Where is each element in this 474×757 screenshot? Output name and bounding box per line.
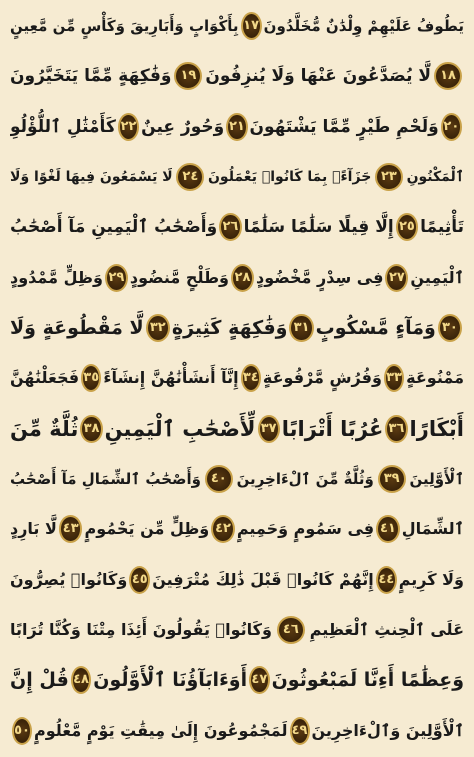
text-line bbox=[10, 105, 464, 149]
verse-text: يَطُوفُ عَلَيْهِمْ وِلْدَٰنٌ مُّخَلَّدُونَ bbox=[263, 17, 464, 35]
verse-text: جَزَآءًۢ بِمَا كَانُوا۟ يَعْمَلُونَ bbox=[207, 169, 372, 186]
verse-text: وَعِظَٰمًا أَءِنَّا لَمَبْعُوثُونَ bbox=[271, 669, 464, 692]
verse-number-marker: ١٨ bbox=[434, 62, 462, 90]
verse-number-marker: ١٩ bbox=[174, 62, 202, 90]
verse-text: إِنَّآ أَنشَأْنَٰهُنَّ إِنشَآءً bbox=[103, 368, 239, 388]
text-line bbox=[10, 4, 464, 48]
text-line bbox=[10, 457, 464, 501]
verse-text: ٱلشِّمَالِ bbox=[401, 519, 464, 539]
verse-text: وَطَلْحٍ مَّنضُودٍ bbox=[129, 267, 229, 287]
verse-text: وَظِلٍّ مَّمْدُودٍ bbox=[10, 267, 103, 287]
verse-text: فِى سِدْرٍ مَّخْضُودٍ bbox=[255, 267, 384, 287]
verse-text: عَلَى ٱلْحِنثِ ٱلْعَظِيمِ bbox=[309, 620, 464, 640]
verse-number-marker: ٢٥ bbox=[396, 213, 418, 241]
text-line bbox=[10, 709, 464, 753]
verse-text: لَّا بَارِدٍ bbox=[10, 519, 57, 539]
verse-text: عُرُبًا أَتْرَابًا bbox=[281, 416, 384, 441]
verse-number-marker: ٢٢ bbox=[118, 113, 139, 141]
verse-text: تَأْثِيمًا bbox=[420, 217, 464, 238]
verse-text: مَمْنُوعَةٍ bbox=[406, 368, 464, 388]
verse-text: لَمَجْمُوعُونَ إِلَىٰ مِيقَٰتِ يَوْمٍ مَّعْلُومٍ bbox=[34, 720, 288, 740]
verse-lines bbox=[10, 4, 464, 753]
verse-text: إِنَّهُمْ كَانُوا۟ قَبْلَ ذَٰلِكَ مُتْرَفِينَ bbox=[152, 569, 374, 589]
verse-number-marker: ٢٦ bbox=[219, 213, 241, 241]
verse-text: قُلْ إِنَّ bbox=[10, 669, 69, 692]
verse-text: ٱلْأَوَّلِينَ وَٱلْءَاخِرِينَ bbox=[311, 720, 464, 740]
verse-number-marker: ٥٠ bbox=[12, 717, 32, 745]
verse-text: لَا يَسْمَعُونَ فِيهَا لَغْوًا وَلَا bbox=[10, 169, 173, 186]
verse-text: وَفُرُشٍ مَّرْفُوعَةٍ bbox=[262, 368, 382, 388]
verse-number-marker: ٣٤ bbox=[241, 364, 261, 392]
verse-text: وَمَآءٍ مَّسْكُوبٍ bbox=[315, 317, 436, 340]
verse-text: وَكَانُوا۟ يُصِرُّونَ bbox=[10, 569, 128, 589]
verse-text: فِى سَمُومٍ وَحَمِيمٍ bbox=[236, 519, 375, 539]
verse-number-marker: ٤٠ bbox=[205, 465, 233, 493]
verse-text: لَّا مَقْطُوعَةٍ وَلَا bbox=[10, 317, 144, 340]
verse-text: أَبْكَارًا bbox=[409, 416, 464, 441]
verse-number-marker: ٢١ bbox=[226, 113, 247, 141]
verse-number-marker: ٣٨ bbox=[80, 415, 102, 443]
verse-number-marker: ٤٩ bbox=[290, 717, 310, 745]
text-line bbox=[10, 54, 464, 98]
verse-number-marker: ٤٤ bbox=[376, 566, 397, 594]
verse-text: وَكَانُوا۟ يَقُولُونَ أَئِذَا مِتْنَا وَكُنَّا تُرَابًا bbox=[10, 620, 272, 640]
verse-number-marker: ٤٦ bbox=[277, 616, 305, 644]
text-line bbox=[10, 356, 464, 400]
verse-number-marker: ٣٧ bbox=[258, 415, 280, 443]
verse-number-marker: ٤٥ bbox=[129, 566, 150, 594]
verse-number-marker: ٣٦ bbox=[385, 415, 407, 443]
verse-number-marker: ٤٣ bbox=[59, 515, 83, 543]
verse-text: وَأَصْحَٰبُ ٱلْيَمِينِ مَآ أَصْحَٰبُ bbox=[10, 217, 218, 238]
verse-text: وَظِلٍّ مِّن يَحْمُومٍ bbox=[84, 519, 210, 539]
verse-text: وَفَٰكِهَةٍ مِّمَّا يَتَخَيَّرُونَ bbox=[10, 66, 172, 87]
verse-text: بِأَكْوَابٍ وَأَبَارِيقَ وَكَأْسٍ مِّن مَّعِينٍ bbox=[10, 17, 239, 35]
verse-number-marker: ٢٤ bbox=[176, 163, 204, 191]
text-line bbox=[10, 256, 464, 300]
verse-text: إِلَّا قِيلًا سَلَٰمًا سَلَٰمًا bbox=[243, 217, 394, 238]
verse-text: وَفَٰكِهَةٍ كَثِيرَةٍ bbox=[171, 317, 288, 340]
verse-number-marker: ١٧ bbox=[241, 12, 262, 40]
verse-number-marker: ٢٨ bbox=[231, 264, 254, 292]
text-line bbox=[10, 407, 464, 451]
verse-text: فَجَعَلْنَٰهُنَّ bbox=[10, 368, 80, 388]
text-line bbox=[10, 306, 464, 350]
text-line bbox=[10, 507, 464, 551]
verse-text: ثُلَّةٌ مِّنَ bbox=[10, 416, 79, 441]
verse-text: وَحُورٌ عِينٌ bbox=[141, 116, 225, 137]
verse-number-marker: ٣٢ bbox=[146, 314, 170, 342]
verse-text: كَأَمْثَٰلِ ٱللُّؤْلُوِ bbox=[10, 116, 116, 137]
text-line bbox=[10, 558, 464, 602]
text-line bbox=[10, 658, 464, 702]
verse-number-marker: ٢٠ bbox=[441, 113, 462, 141]
verse-number-marker: ٣٠ bbox=[438, 314, 462, 342]
verse-text: وَلَا كَرِيمٍ bbox=[398, 569, 464, 589]
verse-number-marker: ٤٨ bbox=[71, 666, 91, 694]
verse-number-marker: ٣٥ bbox=[81, 364, 101, 392]
verse-number-marker: ٤١ bbox=[376, 515, 400, 543]
verse-text: وَأَصْحَٰبُ ٱلشِّمَالِ مَآ أَصْحَٰبُ bbox=[10, 470, 201, 489]
verse-text: ٱلْأَوَّلِينَ bbox=[409, 470, 464, 489]
verse-number-marker: ٤٧ bbox=[249, 666, 269, 694]
verse-text: أَوَءَابَآؤُنَا ٱلْأَوَّلُونَ bbox=[93, 669, 248, 692]
verse-number-marker: ٢٩ bbox=[105, 264, 128, 292]
verse-number-marker: ٢٧ bbox=[385, 264, 408, 292]
text-line bbox=[10, 155, 464, 199]
verse-number-marker: ٤٢ bbox=[211, 515, 235, 543]
verse-text: وَثُلَّةٌ مِّنَ ٱلْءَاخِرِينَ bbox=[236, 470, 374, 489]
verse-number-marker: ٣١ bbox=[289, 314, 313, 342]
verse-text: لِّأَصْحَٰبِ ٱلْيَمِينِ bbox=[104, 416, 256, 441]
verse-text: ٱلْيَمِينِ bbox=[410, 267, 464, 287]
verse-number-marker: ٣٩ bbox=[378, 465, 406, 493]
verse-text: ٱلْمَكْنُونِ bbox=[406, 169, 464, 186]
text-line bbox=[10, 608, 464, 652]
verse-number-marker: ٢٣ bbox=[375, 163, 403, 191]
verse-text: لَّا يُصَدَّعُونَ عَنْهَا وَلَا يُنزِفُونَ bbox=[205, 66, 432, 87]
text-line bbox=[10, 205, 464, 249]
verse-text: وَلَحْمِ طَيْرٍ مِّمَّا يَشْتَهُونَ bbox=[249, 116, 439, 137]
verse-number-marker: ٣٣ bbox=[384, 364, 404, 392]
